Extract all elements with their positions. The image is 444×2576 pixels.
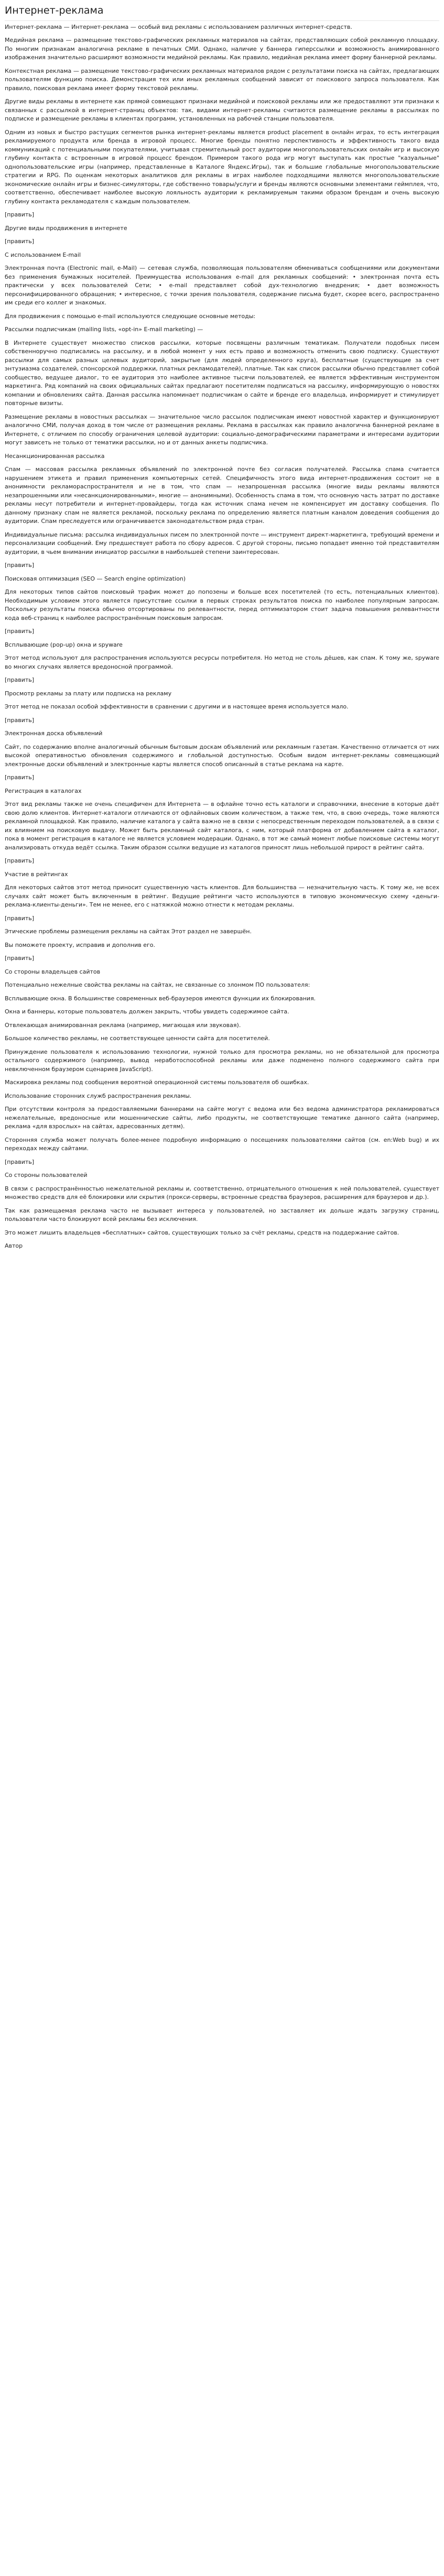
paragraph: Этические проблемы размещения рекламы на сайтах Этот раздел не завершён.	[5, 928, 252, 935]
paragraph: Индивидуальные письма: рассылка индивидуальных писем по электронной почте — инструмент директ-маркетинга, требующий времени и персонализации сообщений. Ему предшествует работа по сбору адресов. С другой стороны, письмо попадает именно той представителям аудитории, в чьем внимании инициатор рассылки в наибольшей степени заинтересован.	[5, 531, 439, 555]
paragraph-block	[5, 1034, 439, 1043]
paragraph-block	[5, 1008, 439, 1017]
paragraph: Для некоторых типов сайтов поисковый трафик может до попозены и больше всех посетителей (то есть, потенциальных клиентов). Необходимым условием этого является присутствие ссылки в первых строках результатов поиска по наиболее популярным запросам. Поскольку результаты поиска обычно отсортированы по релевантности, перед оптимизатором стоит задача повышения релевантности кода веб-страниц к наиболее распространённым поисковым запросам.	[5, 588, 439, 621]
paragraph-block	[5, 981, 439, 990]
paragraph-block	[5, 23, 439, 32]
paragraph-block	[5, 690, 439, 698]
paragraph: Маскировка рекламы под сообщения вероятной операционной системы пользователя об ошибках.	[5, 1079, 309, 1086]
paragraph-block	[5, 312, 439, 321]
paragraph-block	[5, 968, 439, 977]
paragraph-block	[5, 264, 439, 308]
paragraph-block	[5, 995, 439, 1003]
paragraph: Поисковая оптимизация (SEO — Search engine optimization)	[5, 575, 186, 582]
paragraph: Другие виды продвижения в интернете	[5, 224, 127, 232]
paragraph-block	[5, 654, 439, 671]
paragraph-block	[5, 1229, 439, 1238]
paragraph: Так как размещаемая реклама часто не вызывает интереса у пользователей, но заставляет их дольше ждать загрузку страниц, пользователи часто блокируют всей рекламы без исключения.	[5, 1207, 439, 1222]
paragraph-block	[5, 575, 439, 584]
paragraph-block	[5, 1136, 439, 1153]
paragraph-block	[5, 1105, 439, 1131]
paragraph: Сторонняя служба может получать более-менее подробную информацию о посещениях пользователями сайтов (см. en:Web bug) и их переходах между сайтами.	[5, 1136, 439, 1152]
paragraph: Со стороны владельцев сайтов	[5, 968, 101, 975]
paragraph-block	[5, 251, 439, 260]
paragraph: Интернет-реклама — Интернет-реклама — особый вид рекламы с использованием различных интернет-средств.	[5, 23, 352, 30]
paragraph-block	[5, 1078, 439, 1087]
paragraph: Электронная доска объявлений	[5, 730, 103, 737]
paragraph: С использованием E-mail	[5, 251, 81, 258]
edit-section-link[interactable]	[5, 857, 439, 866]
paragraph: Участие в рейтингах	[5, 870, 68, 878]
paragraph-block	[5, 325, 439, 334]
paragraph-block	[5, 588, 439, 623]
paragraph-block	[5, 339, 439, 408]
edit-section-link[interactable]	[5, 914, 439, 923]
page-title: Интернет-реклама	[5, 3, 439, 21]
paragraph: Рассылки подписчикам (mailing lists, «opt-in» E-mail marketing) —	[5, 326, 203, 333]
paragraph: Спам — массовая рассылка рекламных объявлений по электронной почте без согласия получателей. Рассылка спама считается нарушением этикета и правил применения компьютерных сетей. Специфичность этого вида интернет-продвижения состоит не в анонимности рекламораспространителя и не в том, что спам — незапрошенная рассылка (многие виды рекламы являются незапрошенными или «несанкционированными», многие — анонимными). Особенность спама в том, что основную часть затрат по доставке рекламы несут потребители и интернет-провайдеры, тогда как источник спама нечем не компенсирует им доставку сообщения. По данному признаку спам не является рекламой, поскольку реклама по определению является платным каналом доведения сообщения до аудитории. Спам преследуется или ограничивается законодательством ряда стран.	[5, 466, 439, 525]
paragraph: Для некоторых сайтов этот метод приносит существенную часть клиентов. Для большинства — незначительную часть. К тому же, не всех случаях сайт может быть включенным в рейтинг. Ведущие рейтинги часто используются в типовую экономическую схему «деньги-реклама-клиенты-деньги». Тем не менее, его с натяжкой можно отнести к методам рекламы.	[5, 884, 439, 908]
paragraph-block	[5, 1048, 439, 1074]
paragraph: Другие виды рекламы в интернете как прямой совмещают признаки медийной и поисковой рекламы или же предоставляют эти признаки к связанных с рассылкой в интернет-страниц объектов: так, видами интернет-рекламы считаются размещение рекламы в рассылках по подписке и размещение рекламы в клиентах программ, установленных на рабочей станции пользователя.	[5, 98, 439, 122]
paragraph: Всплывающие (pop-up) окна и spyware	[5, 641, 123, 648]
paragraph: Потенциально нежелные свойства рекламы на сайтах, не связанные со злонмом ПО пользователя:	[5, 981, 310, 988]
paragraph: Для продвижения с помощью e-mail используются следующие основные методы:	[5, 312, 256, 320]
paragraph: Просмотр рекламы за плату или подписка на рекламу	[5, 690, 172, 697]
paragraph-block	[5, 870, 439, 879]
edit-link[interactable]: [править]	[5, 774, 35, 781]
paragraph: Электронная почта (Electronic mail, e-Mail) — сетевая служба, позволяющая пользователям обмениваться сообщениями или документами без применения бумажных носителей. Преимущества использования e-mail для рекламных сообщений: • электронная почта есть практически у всех пользователей Сети; • e-mail представляет собой дух-технологию внедрения; • дает возможность персонифицированного обращения; • интересное, с точки зрения пользователя, содержание письма будет, скорее всего, распространено им среди его коллег и знакомых.	[5, 265, 439, 306]
edit-section-link[interactable]	[5, 773, 439, 782]
paragraph-block	[5, 36, 439, 62]
edit-section-link[interactable]	[5, 716, 439, 725]
paragraph-block	[5, 413, 439, 447]
paragraph-block	[5, 97, 439, 124]
paragraph-block	[5, 703, 439, 712]
paragraph: Автор	[5, 1242, 23, 1249]
paragraph-block	[5, 224, 439, 233]
paragraph-block	[5, 941, 439, 950]
paragraph-block	[5, 531, 439, 557]
paragraph-block	[5, 641, 439, 650]
edit-section-link[interactable]	[5, 237, 439, 246]
paragraph: Отвлекающая анимированная реклама (например, мигающая или звуковая).	[5, 1021, 241, 1029]
paragraph: Контекстная реклама — размещение текстово-графических рекламных материалов рядом с результатами поиска на сайтах, предлагающих пользователям функцию поиска. Демонстрация тех или иных рекламных сообщений зависит от поискового запроса пользователя. Как правило, поисковая реклама имеет форму текстовой рекламы.	[5, 67, 439, 92]
paragraph: Медийная реклама — размещение текстово-графических рекламных материалов на сайтах, представляющих собой рекламную площадку. По многим признакам аналогична рекламе в печатных СМИ. Однако, наличие у баннера гиперссылки и возможность анимированного изображения значительно расширяют возможности медийной рекламы. Как правило, медийная реклама имеет форму баннерной рекламы.	[5, 37, 439, 61]
edit-link[interactable]: [править]	[5, 238, 35, 245]
paragraph: Вы поможете проекту, исправив и дополнив его.	[5, 941, 156, 948]
paragraph: Всплывающие окна. В большинстве современных веб-браузеров имеются функции их блокирования.	[5, 995, 316, 1002]
paragraph-block	[5, 1171, 439, 1180]
paragraph: При отсутствии контроля за предоставляемыми баннерами на сайте могут с ведома или без ведома администратора рекламироваться нежелательные, вредоносные или мошеннические сайты, либо продукты, не соответствующие тематике данного сайта (например, реклама «для взрослых» на сайтах, адресованных детям).	[5, 1106, 439, 1130]
paragraph-block	[5, 1185, 439, 1202]
edit-link[interactable]: [править]	[5, 676, 35, 683]
paragraph-block	[5, 743, 439, 769]
paragraph: Этот метод не показал особой эффективности в сравнении с другими и в настоящее время используется мало.	[5, 703, 349, 710]
paragraph: В Интернете существует множество списков рассылки, которые посвящены различным тематикам. Получатели подобных писем собственноручно подписались на рассылку, и в любой момент у них есть право и возможность отменить свою подписку. Существуют рассылки для самых разных целевых аудиторий, закрытые (для людей определенного круга), бесплатные (существующие за счет энтузиазма создателей, спонсорской поддержки, платных рекламодателей), платные. Так как список рассылки обычно представляет собой сообщество, ведущее диалог, то ее аудитория это наиболее активное тысячи пользователей, ее является эффективным инструментом маркетинга. Ряд компаний на своих официальных сайтах предлагают посетителям подписаться на рассылку, информирующую о новостях компании и обновлениях сайта. Данная рассылка напоминает подписчикам о сайте и бренде его владельца, информирует и стимулирует повторные визиты.	[5, 339, 439, 407]
edit-section-link[interactable]	[5, 211, 439, 220]
paragraph: Одним из новых и быстро растущих сегментов рынка интернет-рекламы является product placement в онлайн играх, то есть интеграция рекламируемого продукта или бренда в игровой процесс. Многие бренды понятно перспективность и эффективность такого вида коммуникаций с потенциальными покупателями, учитывая стремительный рост аудитории многопользовательских онлайн игр и высокую глубину контакта с встроенным в игровой процесс брендом. Примером такого рода игр могут выступать как простые "казуальные" однопользовательские игры (например, представленные в Каталоге Яндекс.Игры), так и большие глобальные многопользовательские стратегии и RPG. По оценкам некоторых аналитиков для рекламы в играх наиболее подходящими являются многопользовательские экономические онлайн игры и бизнес-симуляторы, где собственно товары/услуги и бренды являются основными элементами геймплея, что, соответственно, обеспечивает наиболее высокую лояльность аудитории к рекламируемым такими образом брендам и очень высокую глубину контакта рекламодателя с каждым пользователем.	[5, 128, 439, 205]
paragraph-block	[5, 883, 439, 910]
paragraph: Использование сторонних служб распространения рекламы.	[5, 1092, 192, 1099]
edit-link[interactable]: [править]	[5, 628, 35, 635]
article	[0, 0, 444, 1261]
edit-link[interactable]: [править]	[5, 562, 35, 569]
paragraph: Сайт, по содержанию вполне аналогичный обычным бытовым доскам объявлений или рекламным газетам. Качественно отличается от них высокой оперативностью обновления содержимого и глобальной доступностью. Особым видом интернет-рекламы совмещающий электронные доски объявлений и электронные карты является способ описанный в статье реклама на карте.	[5, 743, 439, 768]
edit-link[interactable]: [править]	[5, 716, 35, 724]
edit-section-link[interactable]	[5, 954, 439, 963]
paragraph: Большое количество рекламы, не соответствующее ценности сайта для посетителей.	[5, 1035, 270, 1042]
paragraph-block	[5, 128, 439, 206]
paragraph-block	[5, 800, 439, 852]
paragraph-block	[5, 927, 439, 936]
edit-link[interactable]: [править]	[5, 955, 35, 962]
article-body	[5, 23, 439, 1251]
edit-link[interactable]: [править]	[5, 857, 35, 864]
edit-section-link[interactable]	[5, 676, 439, 685]
edit-link[interactable]: [править]	[5, 914, 35, 922]
paragraph-block	[5, 465, 439, 526]
paragraph-block	[5, 1092, 439, 1101]
paragraph-block	[5, 787, 439, 796]
edit-link[interactable]: [править]	[5, 211, 35, 218]
paragraph: Несанкционированная рассылка	[5, 452, 105, 460]
paragraph: Это может лишить владельцев «бесплатных» сайтов, существующих только за счёт рекламы, средств на поддержание сайтов.	[5, 1229, 399, 1236]
paragraph: Окна и баннеры, которые пользователь должен закрыть, чтобы увидеть содержимое сайта.	[5, 1008, 289, 1015]
edit-section-link[interactable]	[5, 627, 439, 636]
edit-link[interactable]: [править]	[5, 1158, 35, 1165]
edit-section-link[interactable]	[5, 1158, 439, 1167]
paragraph: Этот метод используют для распространения используются ресурсы потребителя. Но метод не столь дёшев, как спам. К тому же, spyware во многих случаях является вредоносной программой.	[5, 654, 439, 670]
paragraph-block	[5, 452, 439, 461]
paragraph: Со стороны пользователей	[5, 1172, 88, 1178]
paragraph-block	[5, 1207, 439, 1224]
paragraph-block	[5, 729, 439, 738]
paragraph: Регистрация в каталогах	[5, 787, 82, 794]
paragraph: В связи с распространённостью нежелательной рекламы и, соответственно, отрицательного отношения к ней пользователей, существует множество средств для её блокировки или скрытия (прокси-серверы, встроенные средства браузеров, расширения для браузеров и др.).	[5, 1185, 439, 1200]
paragraph-block	[5, 67, 439, 93]
paragraph: Принуждение пользователя к использованию технологии, нужной только для просмотра рекламы, но не обязательной для просмотра остального содержимого (например, вывод неработоспособной рекламы или даже подменено полного содержимого сайта при невключенном браузером сценариев JavaScript).	[5, 1048, 439, 1073]
paragraph-block	[5, 1242, 439, 1251]
edit-section-link[interactable]	[5, 561, 439, 570]
paragraph: Этот вид рекламы также не очень специфичен для Интернета — в офлайне точно есть каталоги и справочники, внесение в которые даёт свою долю клиентов. Интернет-каталоги отличаются от офлайновых своим количеством, а также тем, что, в свою очередь, тоже являются рекламной площадкой. Как правило, наличие каталога у сайта важно не в связи с непосредственным переходом пользователей, а в связи с их влиянием на поисковую выдачу. Может быть рекламный сайт каталога, с ним, который платформа от добавлением сайта в каталог, пока в момент регистрация в каталоге не является условием модерации. Однако, в тот же самый момент любые поисковые системы могут анализировать откуда ведёт ссылка. Таким образом ссылки ведущие из каталогов приносят лишь небольшой прирост в рейтинг сайта.	[5, 801, 439, 851]
paragraph: Размещение рекламы в новостных рассылках — значительное число рассылок подписчикам имеют новостной характер и функционируют аналогично СМИ, получая доход в том числе от размещения рекламы. Реклама в рассылках как правило аналогична баннерной рекламе в Интернете, с отличием по способу ограничения целевой аудитории: социально-демографическими параметрами и интересами аудитории могут зависеть не только от тематики рассылки, но и от данных анкеты подписчика.	[5, 413, 439, 446]
paragraph-block	[5, 1021, 439, 1030]
